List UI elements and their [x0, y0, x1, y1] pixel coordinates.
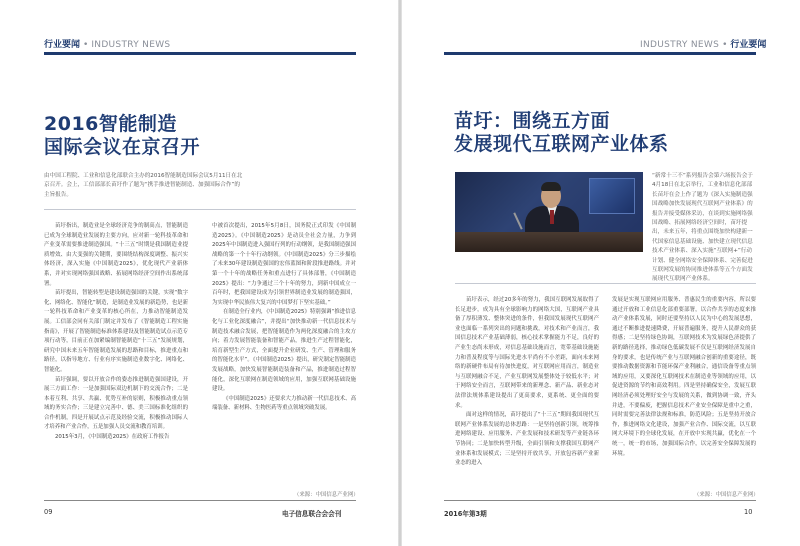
- photo-screen: [589, 178, 635, 214]
- section-header-cn: 行业要闻: [44, 40, 81, 50]
- article-column-2: [212, 222, 356, 414]
- article-title-line2: 国际会议在京召开: [44, 136, 201, 158]
- article-title-line2: 发展现代互联网产业体系: [454, 133, 669, 155]
- article-lead: 由中国工程院、工业和信息化部联合主办的2016智能制造国际会议5月11日在北京召开。会上，工信部部长苗圩作了题为“携手推进智能制造、加强国际合作”的主旨报告。: [44, 173, 243, 198]
- paragraph: 2015年3月，《中国制造2025》在政府工作报告: [55, 434, 170, 441]
- photo-speaker-hair: [541, 182, 561, 191]
- photo-speaker-tie: [550, 210, 554, 224]
- paragraph: 发展是实现互联网应用服务、普惠民生的重要内容，所以要通过开放和工业信息化部重要部署，以合作共享的态度来推动产业体系发展，同时还要坚持以人民为中心的发展思想，通过不断推进提速降费，开展普遍服务，提升人民群众的获得感；二是坚持绿色协调，互联网技术为发展绿色济提供了新的路径选择，推动绿色低碳发展不仅是互联网经济发展自身的要求，也是传统产业与互联网融合创新的重要途径，既要推动数据资源和节能环保产业利融合，通信设备等重点领域的应用，又要深化互联网技术在制造业等领域的应用，以促进资源的节约和高效利用。四是坚持确保安全，发展互联网经济必须处理好安全与发展的关系，做到协调一致，齐头并进，不要偏废，把握信息技术产业安全保障是重中之重，同时需要完善法律法规和标准，防范风险；五是坚持开放合作，推进网络文化建设，加强产业合作、国际交流，以互联网大环境下的全球化发展，在开放中实现共赢，优化在一个统一，统一的市场，加强国际合作，以完善安全保障发展的环境。: [612, 297, 756, 457]
- section-header-separator: •: [83, 40, 89, 50]
- paragraph: 苗圩指出，制造业是全球经济竞争的制高点，智能制造已成为全球制造业发展的主要方向，应对新一轮科技革命和产业变革需要推进制造强国。“十三五”时期是我国制造业提质增效、由大变强的关键期，要围绕结构深度调整、振兴实体经济，深入实施《中国制造2025》，优化现代产业新体系，并对实现网络强国战略、拓展网络经济空间作出系统部署。: [44, 223, 188, 287]
- section-header-en: INDUSTRY NEWS: [640, 40, 720, 50]
- paragraph: 苗圩强调，要以开放合作的姿态推进制造强国建设，开展三方面工作：一是加强国际双边机制下的交流合作；二是本着互利、共享、共赢、优势互补的原则，积极推动重点领域的务实合作；三是建立完善中、德、美三国标准化组织的合作机制，四是开展试点示范及经验交流，积极推动国际人才培养和产业合作，五是加强人员交流和教育培训。: [44, 376, 188, 431]
- header-rule: [444, 52, 756, 55]
- article-source: （来源：中国信息产业网）: [294, 492, 359, 498]
- footer-rule: [44, 500, 356, 501]
- footer-rule: [444, 500, 756, 501]
- section-header: [640, 37, 766, 50]
- article-lead: “新常十三不”系列报告会第六场报告会于4月18日在北京举行，工业和信息化部部长苗圩在会上作了题为《深入实施制造强国战略加快发展现代互联网产业体系》的报告并接受媒体采访，在谈到实施网络强国战略、拓展网络经济空间时，苗圩提出，未来五年，将重点围绕加快构建新一代国家信息基础设施、加快建立现代信息技术产业体系、深入实施“互联网+”行动计划、健全网络安全保障体系、完善促进互联网发展的协同推进体系等五个方面发展现代互联网产业体系。: [652, 173, 753, 283]
- paragraph: 中被首次提出，2015年5月8日，国务院正式印发《中国制造2025》。《中国制造2025》是动员全社会力量，力争到2025年中国制造进入强国行列的行动纲领，是我国制造强国战略的第一个十年行动纲领。《中国制造2025》分三步描绘了未来30年建设制造强国的宏伟蓝图和阶段推进路线。并对第一个十年的战略任务和重点进行了具体部署，《中国制造2025》提出：“力争通过三个十年的努力，到新中国成立一百年时，把我国建设成为引领世界制造业发展的制造强国，为实现中华民族伟大复兴的中国梦打下坚实基础。”: [212, 223, 356, 306]
- page-number: 10: [744, 508, 753, 516]
- section-header-separator: •: [722, 40, 728, 50]
- publication-name: 电子信息联合会会刊: [282, 510, 342, 518]
- photo-desk: [455, 232, 643, 252]
- article-source: （来源：中国信息产业网）: [694, 492, 759, 498]
- paragraph: 《中国制造2025》还要求大力推动新一代信息技术、高端装备、新材料、生物医药等重点领域突破发展。: [212, 395, 356, 412]
- article-title-line1: 2016智能制造: [44, 113, 177, 135]
- paragraph: 在制造全行业内，《中国制造2025》特别强调“推进信息化与工业化深度融合”，并提出“加快推动新一代信息技术与制造技术融合发展，把智能制造作为两化深度融合的主攻方向；着力发展智能装备和智能产品，推进生产过程智能化，培育新型生产方式，全面提升企业研发、生产、管理和服务的智能化水平”。《中国制造2025》提出，研究制定智能制造发展战略，加快发展智能制造装备和产品，推进制造过程智能化，深化互联网在制造领域的应用，加强互联网基础设施建设。: [212, 309, 356, 393]
- article-photo: [455, 172, 643, 252]
- article-column-2: [612, 296, 756, 459]
- paragraph: 苗圩提出，智能转型是建设制造强国的关键，实现“数字化、网络化、智能化”制造，是制造业发展的新趋势，也是新一轮科技革命和产业变革的核心所在，力推动智能制造发展。工信部会同有关部门制定并发布了《智能制造工程实施指南》，开展了智能制造标准体系建设及智能制造试点示范专项行动等，目前正在加紧编制智能制造“十三五”发展规划，研究中国未来五年智能制造发展的思路和目标，推进重点和路径，以指导地方、行业有序实施制造业数字化、网络化、智能化。: [44, 290, 188, 373]
- header-rule: [44, 52, 356, 55]
- paragraph: 面对这样的情况，苗圩提出了“十三五”期间我国现代互联网产业体系发展的总体思路：一是坚持创新引领，统筹推进网络建设、应用服务、产业发展和技术研发等产业链各环节协同；二是加快转型升级，全面引领和支撑我国互联网产业体系和发展模式；三是坚持开放共享，开放包容新产业新业态的进入: [455, 412, 599, 467]
- page-number: 09: [44, 508, 53, 516]
- article-column-1: [44, 222, 188, 443]
- section-header-en: INDUSTRY NEWS: [91, 40, 171, 50]
- article-title: [44, 113, 200, 159]
- section-header: [44, 37, 170, 50]
- article-column-1: [455, 296, 599, 469]
- article-title: [454, 110, 669, 156]
- lead-divider: [44, 209, 356, 210]
- photo-microphone: [513, 212, 522, 229]
- right-page: [400, 0, 800, 546]
- article-title-line1: 苗圩：围绕五方面: [454, 110, 611, 132]
- paragraph: 苗圩表示，经过20多年的努力，我国互联网发展取得了长足进步，成为具有全球影响力的网络大国，互联网产业具备了厚积薄发、整体突进的条件，但我国发展现代互联网产业也面临一系列突出的问题和挑战，对技术和产业而言，我国信息技术产业基础薄弱，核心技术掌握能力不足，良好的产业生态尚未形成，对信息基础设施而言，宽带基础设施能力和普及程度等与国际先进水平尚有不小差距，面向未来网络的新硬件布局有待加快进度，对互联网应用而言，制造业与互联网融合不足，产业互联网发展整体处于较低水平；对于网络安全而言，互联网带来的新理念、新产品、新业态对法律法规体系建设提出了更高要求，更系统、更全面的要求。: [455, 297, 599, 409]
- lead-divider: [455, 283, 756, 284]
- section-header-cn: 行业要闻: [730, 40, 767, 50]
- issue-label: 2016年第3期: [444, 510, 487, 518]
